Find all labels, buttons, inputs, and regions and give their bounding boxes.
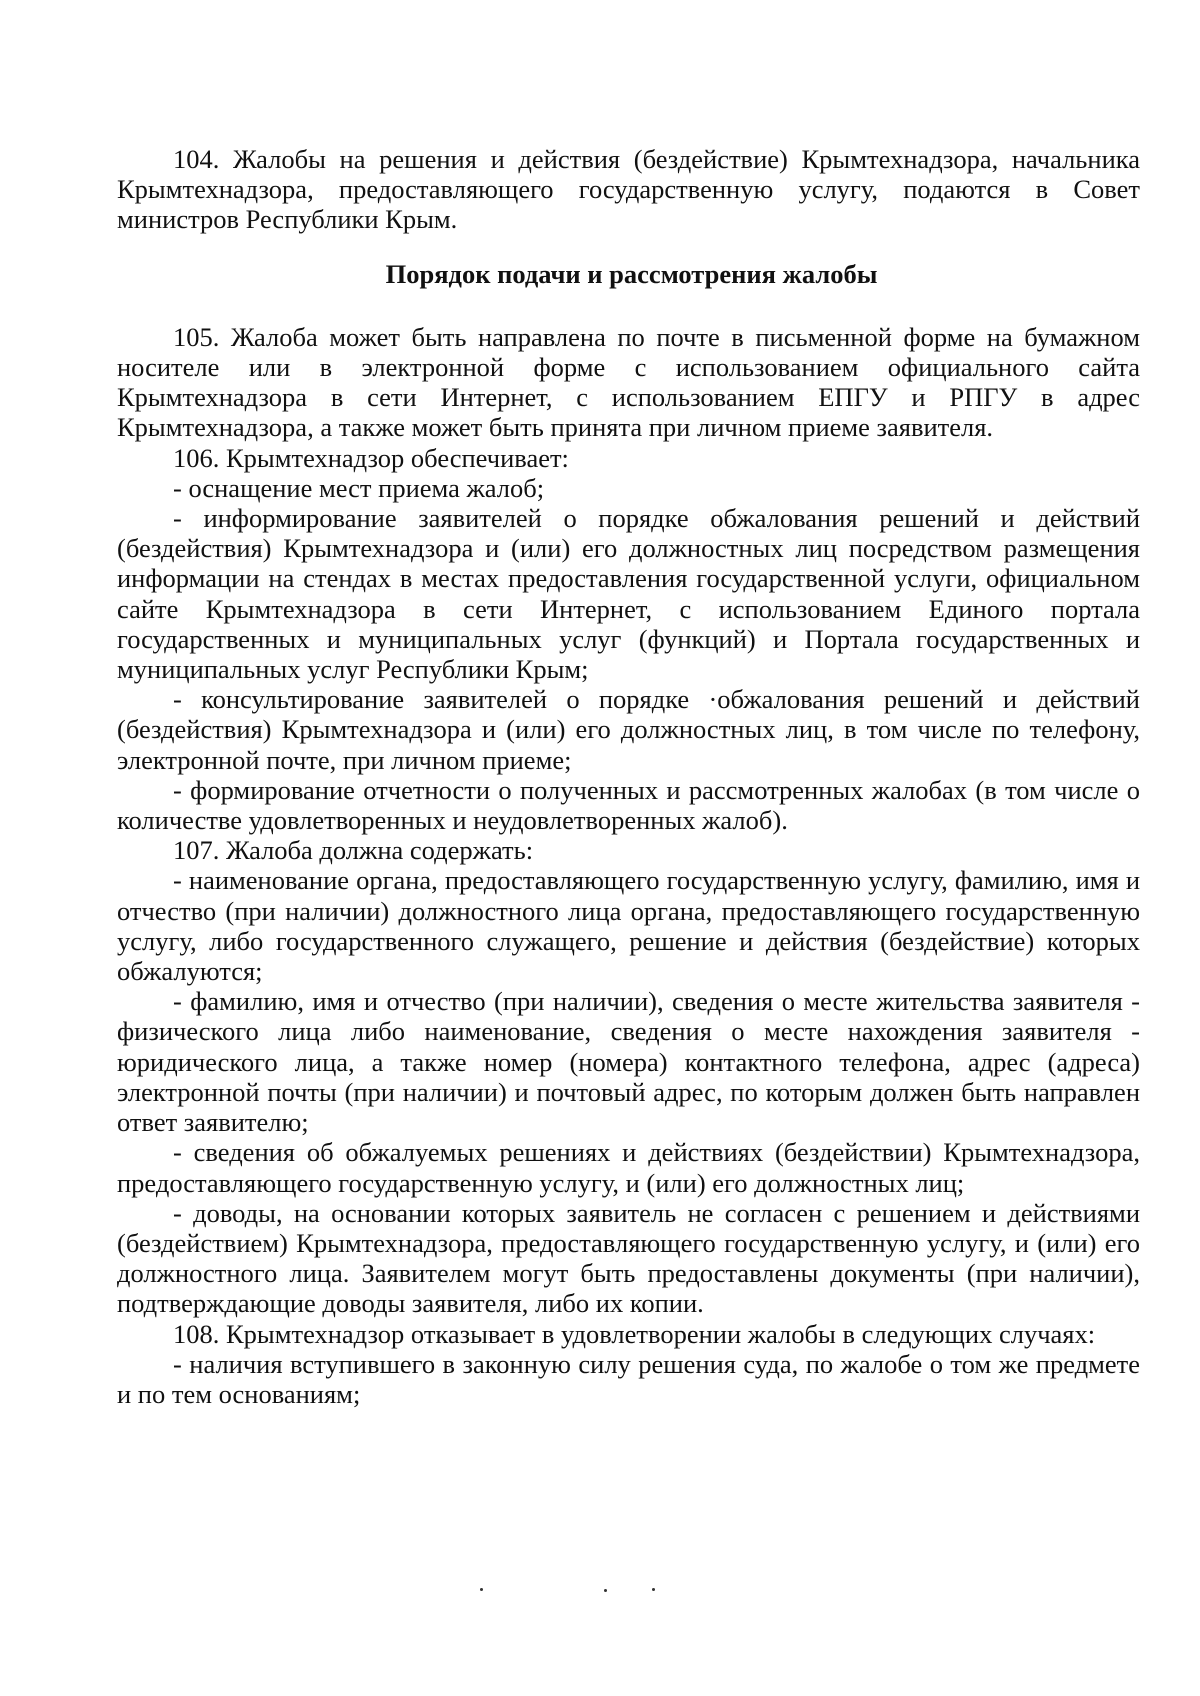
paragraph-107: 107. Жалоба должна содержать: <box>173 835 534 866</box>
list-item: - оснащение мест приема жалоб; <box>173 472 545 503</box>
list-item: - доводы, на основании которых заявитель не согласен с решением и действиями (бездействием) Крымтехнадзора, предоставляющего государственную услугу, и (или) его должностного лица. Заявителем могут быть предоставлены документы (при наличии), подтверждающие доводы заявителя, либо их копии. <box>117 1197 1140 1319</box>
list-item: - сведения об обжалуемых решениях и действиях (бездействии) Крымтехнадзора, предоставляющего государственную услугу, и (или) его должностных лиц; <box>117 1137 1140 1198</box>
scan-dot <box>480 1588 483 1591</box>
paragraph-105: 105. Жалоба может быть направлена по почте в письменной форме на бумажном носителе или в электронной форме с использованием официального сайта Крымтехнадзора в сети Интернет, с использованием ЕПГУ и РПГУ в адрес Крымтехнадзора, а также может быть принята при личном приеме заявителя. <box>117 321 1140 443</box>
paragraph-104: 104. Жалобы на решения и действия (бездействие) Крымтехнадзора, начальника Крымтехнадзора, предоставляющего государственную услугу, подаются в Совет министров Республики Крым. <box>117 144 1140 235</box>
list-item: - наличия вступившего в законную силу решения суда, по жалобе о том же предмете и по тем основаниям; <box>117 1348 1140 1409</box>
list-item: - формирование отчетности о полученных и рассмотренных жалобах (в том числе о количестве удовлетворенных и неудовлетворенных жалоб). <box>117 774 1140 836</box>
paragraph-108: 108. Крымтехнадзор отказывает в удовлетворении жалобы в следующих случаях: <box>173 1318 1096 1349</box>
document-body <box>117 144 1140 1409</box>
section-heading: Порядок подачи и рассмотрения жалобы <box>385 258 878 289</box>
list-item: - информирование заявителей о порядке обжалования решений и действий (бездействия) Крымтехнадзора и (или) его должностных лиц посредством размещения информации на стендах в местах предоставления государственной услуги, официальном сайте Крымтехнадзора в сети Интернет, с использованием Единого портала государственных и муниципальных услуг (функций) и Портала государственных и муниципальных услуг Республики Крым; <box>117 503 1140 685</box>
scan-dot <box>604 1589 607 1592</box>
list-item: - наименование органа, предоставляющего государственную услугу, фамилию, имя и отчество (при наличии) должностного лица органа, предоставляющего государственную услугу, либо государственного служащего, решение и действия (бездействие) которых обжалуются; <box>117 865 1140 987</box>
scan-dot <box>652 1588 655 1591</box>
list-item: - фамилию, имя и отчество (при наличии), сведения о месте жительства заявителя - физического лица либо наименование, сведения о месте нахождения заявителя - юридического лица, а также номер (номера) контактного телефона, адрес (адреса) электронной почты (при наличии) и почтовый адрес, по которым должен быть направлен ответ заявителю; <box>117 986 1140 1138</box>
paragraph-106: 106. Крымтехнадзор обеспечивает: <box>173 442 569 473</box>
scan-dot-marks <box>480 1588 720 1594</box>
list-item: - консультирование заявителей о порядке ·обжалования решений и действий (бездействия) Крымтехнадзора и (или) его должностных лиц, в том числе по телефону, электронной почте, при личном приеме; <box>117 684 1140 775</box>
